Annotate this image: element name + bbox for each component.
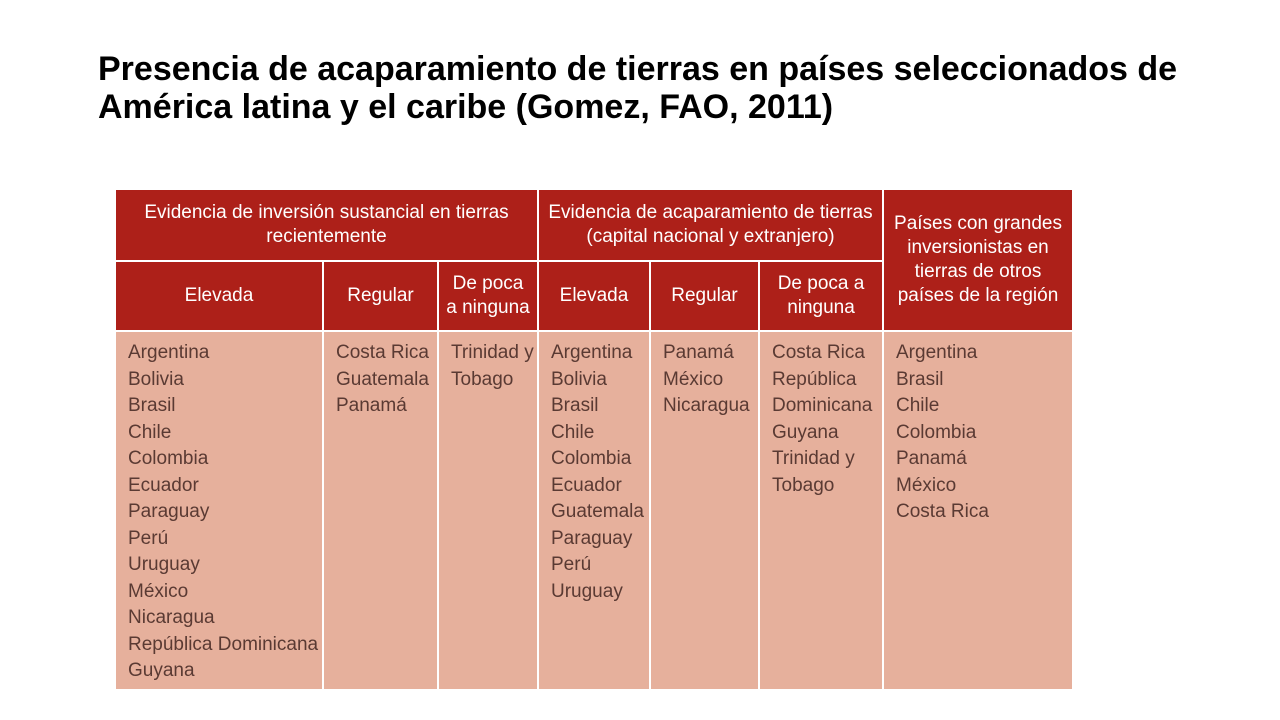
subheader-investment-high: Elevada (115, 261, 323, 331)
list-item: Argentina (128, 342, 210, 363)
list-item: Guyana (772, 421, 839, 443)
cell-investment-high (115, 331, 323, 689)
list-item: Argentina (896, 342, 978, 363)
list-item: Uruguay (551, 580, 623, 602)
list-item: Colombia (128, 448, 209, 469)
country-list (451, 340, 534, 393)
subheader-investment-regular: Regular (323, 261, 438, 331)
list-item: Nicaragua (128, 607, 215, 628)
country-list (551, 340, 643, 605)
list-item: Ecuador (128, 474, 199, 496)
list-item: Paraguay (128, 501, 210, 522)
country-list (772, 340, 876, 499)
list-item: Uruguay (128, 554, 200, 575)
list-item: Nicaragua (663, 395, 750, 416)
subheader-investment-low: De poca a ninguna (438, 261, 538, 331)
list-item: Costa Rica (896, 501, 989, 522)
country-list (896, 340, 1066, 526)
list-item: Colombia (896, 421, 977, 443)
list-item: México (128, 580, 189, 602)
list-item: Tobago (451, 368, 514, 390)
table-row (115, 331, 1073, 689)
list-item: Paraguay (551, 527, 633, 549)
list-item: Trinidad y (451, 342, 534, 363)
list-item: Brasil (128, 395, 176, 416)
list-item: México (896, 474, 957, 496)
list-item: Argentina (551, 342, 633, 363)
country-list (336, 340, 431, 420)
list-item: Chile (128, 421, 172, 443)
cell-regional-investors (883, 331, 1073, 689)
list-item: Perú (551, 554, 592, 575)
list-item: Brasil (896, 368, 944, 390)
list-item: Costa Rica (336, 342, 429, 363)
cell-investment-low (438, 331, 538, 689)
slide-title: Presencia de acaparamiento de tierras en países seleccionados de América latina y el caribe (Gomez, FAO, 2011) (98, 50, 1178, 126)
list-item: Panamá (896, 448, 967, 469)
list-item: Tobago (772, 474, 835, 496)
list-item: República Dominicana (128, 633, 319, 655)
list-item: Brasil (551, 395, 599, 416)
list-item: Panamá (336, 395, 407, 416)
cell-grabbing-regular (650, 331, 759, 689)
list-item: Panamá (663, 342, 734, 363)
list-item: República (772, 368, 857, 390)
list-item: Guatemala (551, 501, 644, 522)
land-grabbing-table (114, 188, 1074, 689)
list-item: Chile (551, 421, 595, 443)
header-investment-evidence: Evidencia de inversión sustancial en tierras recientemente (115, 189, 538, 261)
list-item: Trinidad y (772, 448, 855, 469)
list-item: Costa Rica (772, 342, 865, 363)
list-item: Guyana (128, 660, 195, 681)
country-list (128, 340, 319, 685)
cell-investment-regular (323, 331, 438, 689)
header-land-grabbing-evidence: Evidencia de acaparamiento de tierras (capital nacional y extranjero) (538, 189, 883, 261)
list-item: Chile (896, 395, 940, 416)
subheader-grabbing-low: De poca a ninguna (759, 261, 883, 331)
subheader-grabbing-regular: Regular (650, 261, 759, 331)
list-item: Bolivia (128, 368, 184, 390)
list-item: Guatemala (336, 368, 429, 390)
cell-grabbing-low (759, 331, 883, 689)
list-item: Colombia (551, 448, 632, 469)
list-item: Dominicana (772, 395, 873, 416)
list-item: Perú (128, 527, 169, 549)
country-list (663, 340, 752, 420)
list-item: México (663, 368, 724, 390)
list-item: Bolivia (551, 368, 607, 390)
header-regional-investors: Países con grandes inversionistas en tierras de otros países de la región (883, 189, 1073, 331)
list-item: Ecuador (551, 474, 622, 496)
cell-grabbing-high (538, 331, 650, 689)
subheader-grabbing-high: Elevada (538, 261, 650, 331)
land-grabbing-table-container (114, 188, 1072, 689)
